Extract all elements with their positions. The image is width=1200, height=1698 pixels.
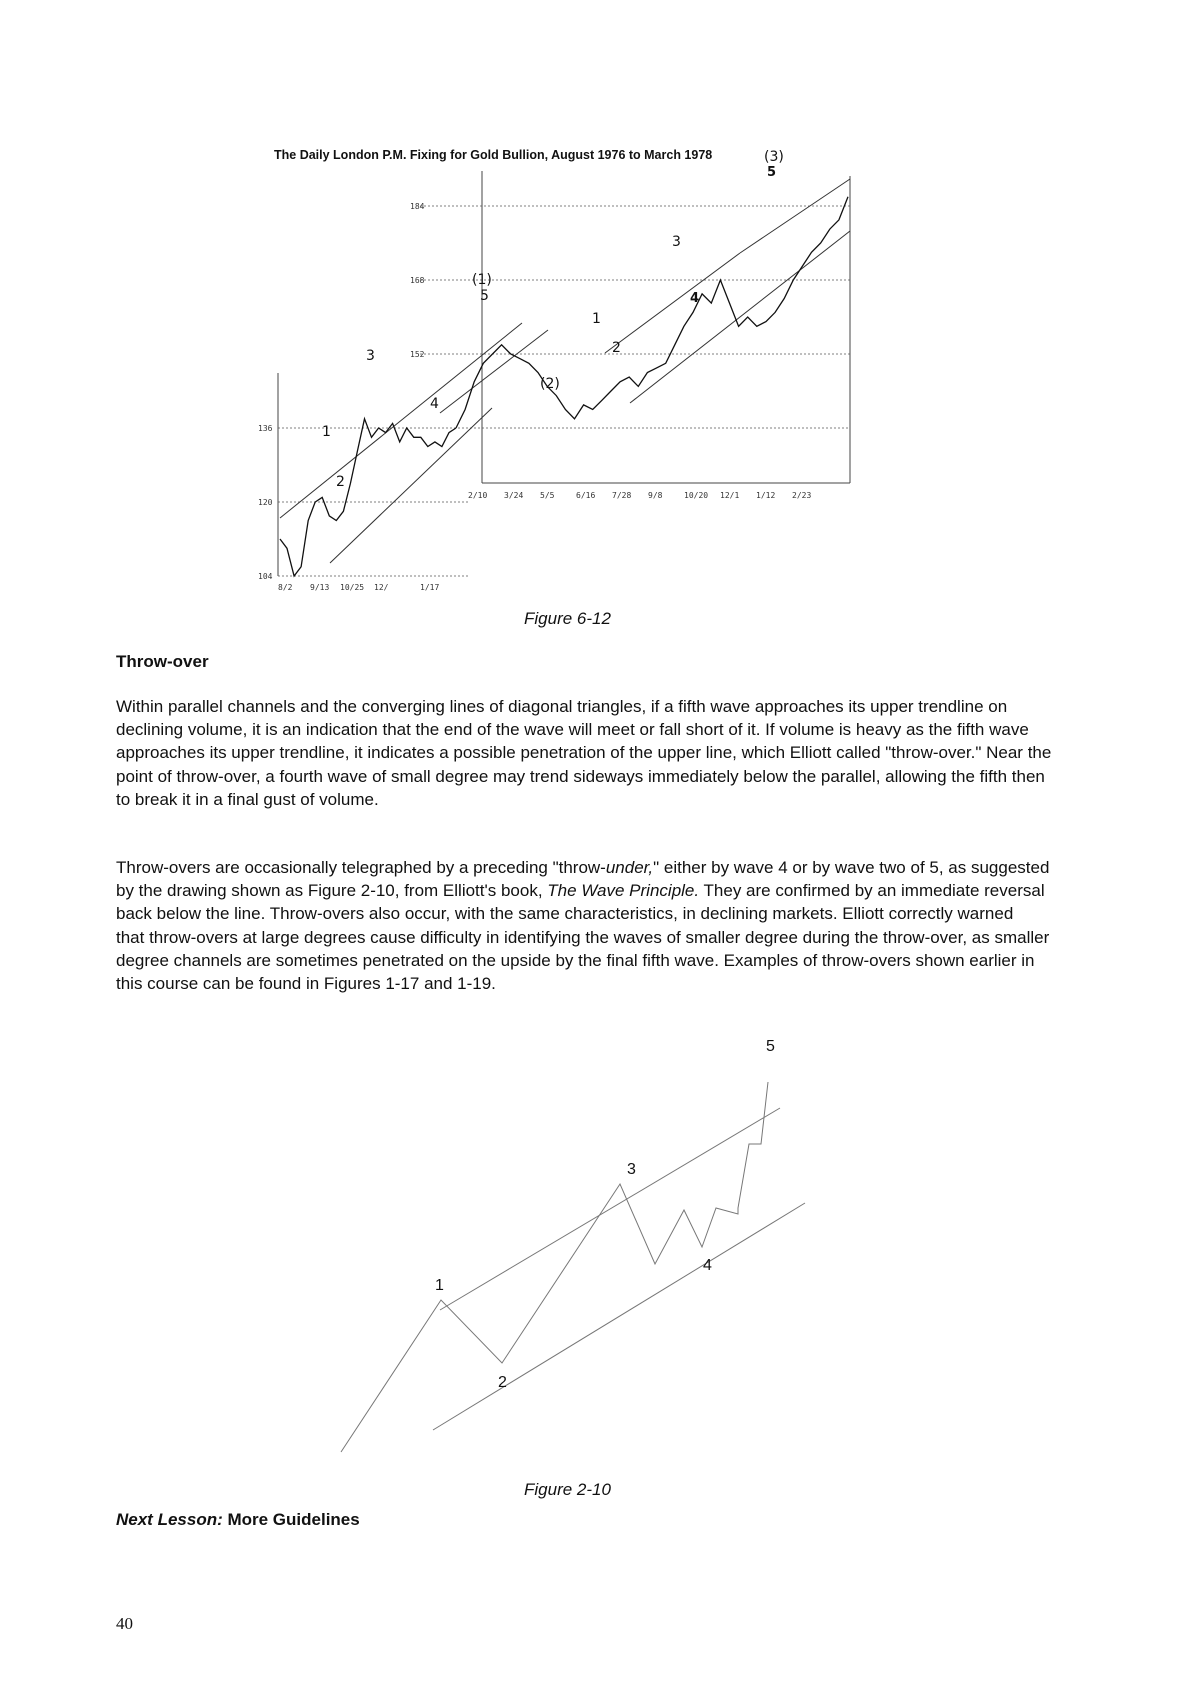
page-number: 40 (116, 1614, 133, 1633)
x-tick-label: 9/8 (648, 491, 663, 500)
wave-label: 4 (690, 291, 700, 306)
chart-title: The Daily London P.M. Fixing for Gold Bullion, August 1976 to March 1978 (274, 148, 713, 162)
para2-text-b: " either by wave 4 or by wave two of 5, as suggested by the drawing shown as Figure 2-10, from Elliott's book, (116, 858, 1050, 901)
x-tick-label: 2/23 (792, 491, 812, 500)
x-tick-label: 7/28 (612, 491, 632, 500)
x-tick-label: 12/1 (720, 491, 740, 500)
wave-label-3: 3 (627, 1161, 636, 1178)
y-tick-label: 152 (410, 350, 425, 359)
wave-label: 2 (336, 474, 345, 490)
para2-text-a: Throw-overs are occasionally telegraphed by a preceding "throw- (116, 858, 606, 877)
next-lesson-title: More Guidelines (222, 1510, 360, 1529)
figure-6-12-caption: Figure 6-12 (524, 609, 611, 628)
price-line-segment-2 (456, 197, 848, 428)
x-tick-label: 1/17 (420, 583, 440, 592)
figure-2-10-caption: Figure 2-10 (524, 1480, 611, 1499)
para2-text-d: that throw-overs at large degrees cause difficulty in identifying the waves of smaller degree during the throw-over, as smaller degree channels are sometimes penetrated on the upside by the final fifth wave. Examples of throw-overs shown earlier in this course can be found in Figures 1-17 and 1-19. (116, 927, 1050, 994)
upper-channel-line (440, 1108, 780, 1310)
x-tick-label: 5/5 (540, 491, 555, 500)
y-tick-label: 168 (410, 276, 425, 285)
y-tick-label: 184 (410, 202, 425, 211)
paragraph-2 (116, 856, 1056, 995)
price-line-segment-1 (280, 419, 456, 576)
y-tick-label: 136 (258, 424, 273, 433)
wave-label: 5 (480, 288, 489, 304)
x-tick-label: 10/20 (684, 491, 709, 500)
wave-label: (1) (472, 272, 492, 288)
y-tick-label: 104 (258, 572, 273, 581)
lower-channel-line (433, 1203, 805, 1430)
x-tick-label: 10/25 (340, 583, 365, 592)
next-lesson-label: Next Lesson: (116, 1510, 223, 1529)
wave-label: 4 (430, 396, 439, 412)
y-tick-label: 120 (258, 498, 273, 507)
book-title: The Wave Principle. (547, 881, 700, 901)
x-tick-label: 2/10 (468, 491, 488, 500)
figure-2-10-diagram (330, 1028, 830, 1468)
wave-label-2: 2 (498, 1374, 507, 1391)
x-tick-label: 9/13 (310, 583, 330, 592)
x-tick-label: 1/12 (756, 491, 776, 500)
wave-label: 3 (366, 348, 375, 364)
wave-label: 3 (672, 234, 681, 250)
wave-label: (3) (764, 149, 784, 165)
next-lesson (116, 1510, 360, 1530)
wave-label-5: 5 (766, 1038, 775, 1055)
x-tick-label: 12/ (374, 583, 389, 592)
paragraph-1: Within parallel channels and the converging lines of diagonal triangles, if a fifth wave approaches its upper trendline on declining volume, it is an indication that the end of the wave will meet or fall short of it. If volume is heavy as the fifth wave approaches its upper trendline, it indicates a possible penetration of the upper line, which Elliott called "throw-over." Near the point of throw-over, a fourth wave of small degree may trend sideways immediately below the parallel, allowing the fifth then to break it in a final gust of volume. (116, 697, 1052, 809)
x-tick-label: 3/24 (504, 491, 524, 500)
wave-label-1: 1 (435, 1277, 444, 1294)
figure-6-12-chart (258, 138, 870, 593)
para2-emphasis: under, (605, 858, 654, 877)
wave-label: (2) (540, 376, 560, 392)
wave-label: 2 (612, 340, 621, 356)
x-tick-label: 6/16 (576, 491, 596, 500)
x-tick-label: 8/2 (278, 583, 293, 592)
wave-label: 5 (767, 165, 777, 180)
para2-text-c: They are confirmed by an immediate reversal back below the line. Throw-overs also occur, with the same characteristics, in declining markets. Elliott correctly warned (116, 881, 1045, 924)
wave-label: 1 (322, 424, 331, 440)
wave-label-4: 4 (703, 1257, 712, 1274)
section-heading: Throw-over (116, 652, 209, 671)
wave-label: 1 (592, 311, 601, 327)
